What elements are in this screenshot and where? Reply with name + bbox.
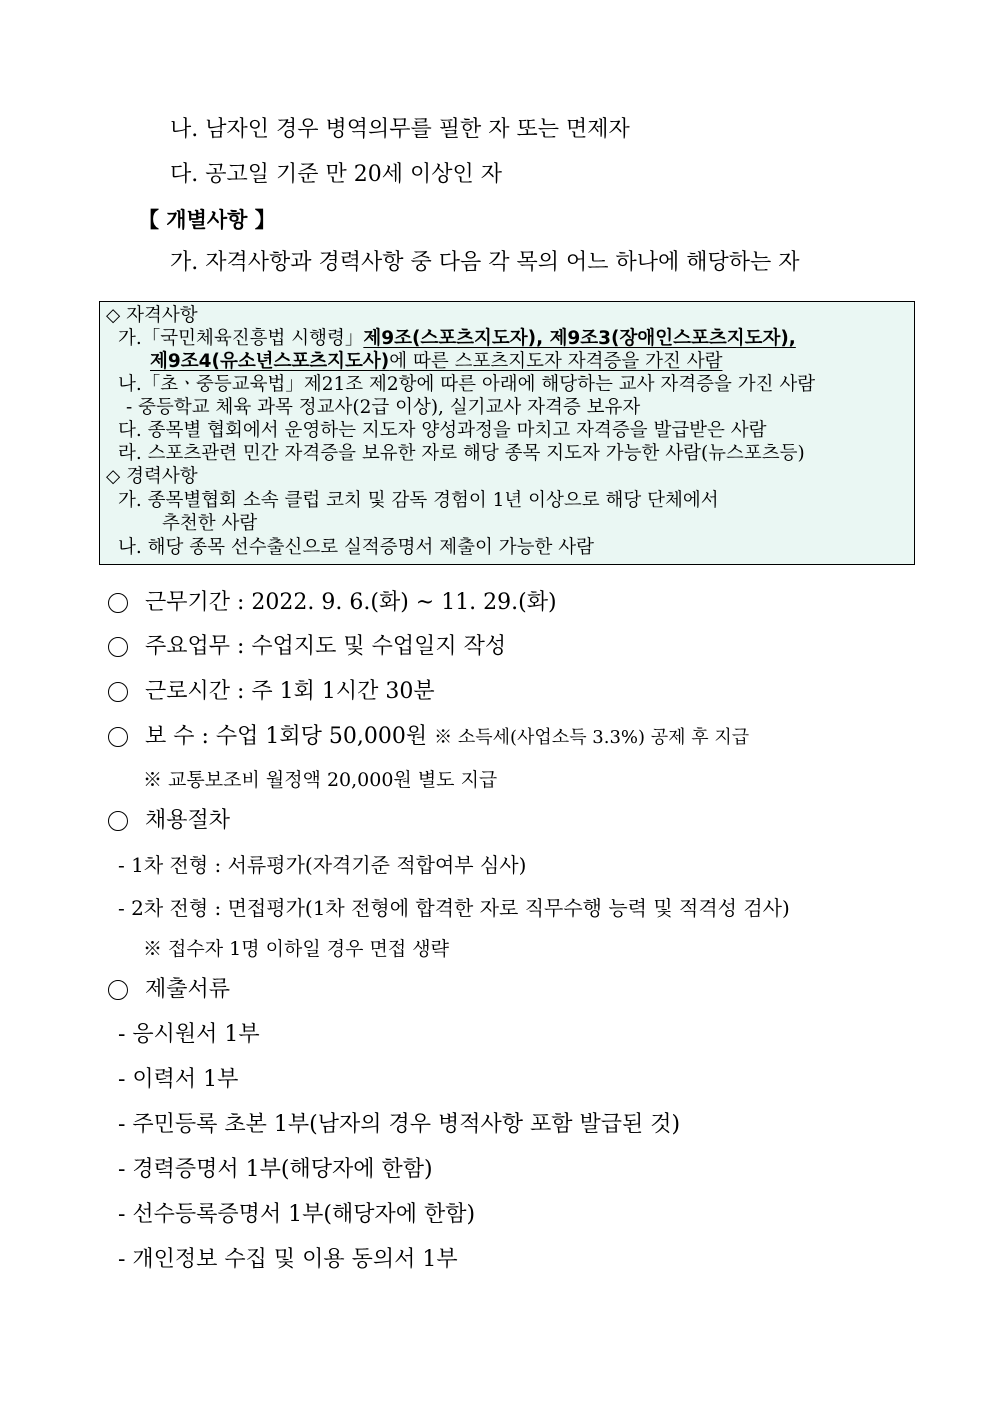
qualification-da: 다. 종목별 협회에서 운영하는 지도자 양성과정을 마치고 자격증을 발급받은 사람 bbox=[118, 420, 767, 441]
individual-item-ga: 가. 자격사항과 경력사항 중 다음 각 목의 어느 하나에 해당하는 자 bbox=[170, 250, 800, 275]
qualification-ga-line1 bbox=[118, 327, 796, 351]
general-item-da: 다. 공고일 기준 만 20세 이상인 자 bbox=[170, 162, 502, 187]
circle-bullet-icon bbox=[108, 682, 128, 702]
working-hours: 근로시간 : 주 1회 1시간 30분 bbox=[145, 679, 435, 704]
circle-bullet-icon bbox=[108, 980, 128, 1000]
procedure-note: ※ 접수자 1명 이하일 경우 면접 생략 bbox=[143, 938, 449, 960]
procedure-heading: 채용절차 bbox=[145, 808, 231, 833]
procedure-step-2: - 2차 전형 : 면접평가(1차 전형에 합격한 자로 직무수행 능력 및 적격성 검사) bbox=[118, 896, 790, 920]
pay-line bbox=[145, 722, 749, 753]
circle-bullet-icon bbox=[108, 727, 128, 747]
qualification-na-sub: - 중등학교 체육 과목 정교사(2급 이상), 실기교사 자격증 보유자 bbox=[126, 397, 641, 418]
qualification-na: 나.「초ㆍ중등교육법」제21조 제2항에 따른 아래에 해당하는 교사 자격증을 가진 사람 bbox=[118, 374, 816, 395]
career-ga-line2: 추천한 사람 bbox=[162, 513, 258, 534]
qualification-heading: ◇ 자격사항 bbox=[106, 305, 198, 326]
circle-bullet-icon bbox=[108, 637, 128, 657]
qualification-ga-prefix: 가.「국민체육진흥법 시행령」 bbox=[118, 328, 364, 349]
career-ga-line1: 가. 종목별협회 소속 클럽 코치 및 감독 경험이 1년 이상으로 해당 단체에서 bbox=[118, 490, 719, 511]
document-item-4: - 경력증명서 1부(해당자에 한함) bbox=[118, 1157, 433, 1182]
transport-note: ※ 교통보조비 월정액 20,000원 별도 지급 bbox=[143, 769, 498, 791]
qualification-ga-suffix: 에 따른 스포츠지도자 자격증을 가진 사람 bbox=[389, 351, 723, 372]
qualification-ga-bold1: 제9조(스포츠지도자), 제9조3(장애인스포츠지도자), bbox=[363, 328, 796, 349]
qualification-box bbox=[99, 301, 915, 565]
document-item-6: - 개인정보 수집 및 이용 동의서 1부 bbox=[118, 1247, 458, 1272]
work-period: 근무기간 : 2022. 9. 6.(화) ~ 11. 29.(화) bbox=[145, 590, 557, 615]
pay-note: ※ 소득세(사업소득 3.3%) 공제 후 지급 bbox=[434, 727, 750, 748]
qualification-ga-line2 bbox=[150, 350, 722, 374]
individual-heading: 【 개별사항 】 bbox=[138, 208, 276, 232]
document-item-2: - 이력서 1부 bbox=[118, 1067, 239, 1092]
documents-heading: 제출서류 bbox=[145, 977, 231, 1002]
career-heading: ◇ 경력사항 bbox=[106, 466, 198, 487]
document-item-3: - 주민등록 초본 1부(남자의 경우 병적사항 포함 발급된 것) bbox=[118, 1112, 681, 1137]
qualification-ga-bold2: 제9조4(유소년스포츠지도사) bbox=[150, 351, 390, 372]
document-item-5: - 선수등록증명서 1부(해당자에 한함) bbox=[118, 1202, 476, 1227]
procedure-step-1: - 1차 전형 : 서류평가(자격기준 적합여부 심사) bbox=[118, 853, 527, 877]
pay-label: 보 수 : 수업 1회당 50,000원 bbox=[145, 724, 428, 749]
document-item-1: - 응시원서 1부 bbox=[118, 1022, 260, 1047]
main-duties: 주요업무 : 수업지도 및 수업일지 작성 bbox=[145, 634, 507, 659]
general-item-na: 나. 남자인 경우 병역의무를 필한 자 또는 면제자 bbox=[170, 117, 630, 142]
career-na: 나. 해당 종목 선수출신으로 실적증명서 제출이 가능한 사람 bbox=[118, 537, 594, 558]
qualification-ra: 라. 스포츠관련 민간 자격증을 보유한 자로 해당 종목 지도자 가능한 사람(뉴스포츠등) bbox=[118, 443, 805, 464]
circle-bullet-icon bbox=[108, 811, 128, 831]
circle-bullet-icon bbox=[108, 593, 128, 613]
